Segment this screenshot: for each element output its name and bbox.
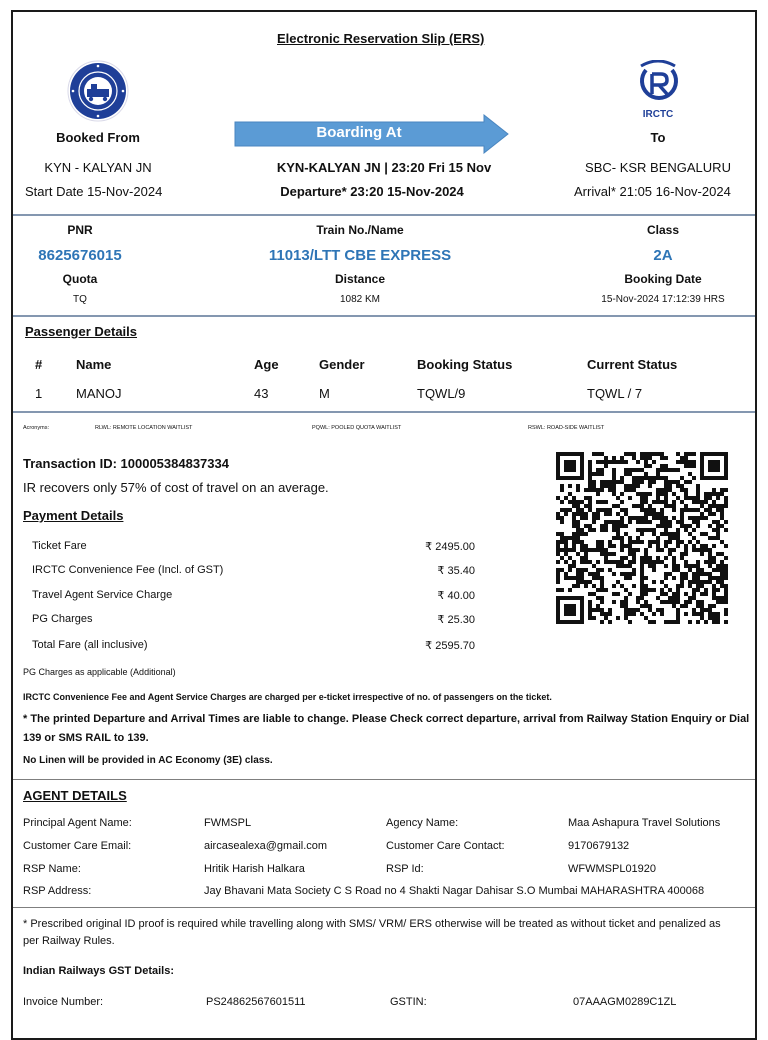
payment-section-title: Payment Details [23,508,124,523]
pnr-value: 8625676015 [38,247,122,264]
customer-care-contact-label: Customer Care Contact: [386,840,505,852]
col-header-age: Age [254,357,279,372]
boarding-line: KYN-KALYAN JN | 23:20 Fri 15 Nov [276,160,492,175]
from-station: KYN - KALYAN JN [44,160,152,175]
timing-note-line1: * The printed Departure and Arrival Times are liable to change. Please Check correct departure, arrival from Railway Station Enquiry or Dial [23,713,750,725]
passenger-age: 43 [254,386,269,401]
divider [13,411,755,413]
quota-value: TQ [73,294,87,305]
class-label: Class [646,223,680,237]
to-label: To [650,130,666,145]
invoice-number-label: Invoice Number: [23,996,104,1008]
customer-care-email-value: aircasealexa@gmail.com [204,840,328,852]
acronym-rswl: RSWL: ROAD-SIDE WAITLIST [528,425,605,431]
col-header-gender: Gender [319,357,365,372]
agent-section-title: AGENT DETAILS [23,788,127,803]
train-label: Train No./Name [316,223,404,237]
distance-label: Distance [334,272,386,286]
col-header-index: # [35,357,43,372]
convenience-fee-note: IRCTC Convenience Fee and Agent Service Charges are charged per e-ticket irrespective of no. of passengers on the ticket. [23,692,552,702]
divider [13,315,755,317]
departure-line: Departure* 23:20 15-Nov-2024 [280,184,464,199]
pg-charges-label: PG Charges [32,613,93,625]
transaction-id: Transaction ID: 100005384837334 [23,456,229,471]
customer-care-email-label: Customer Care Email: [23,840,132,852]
booked-from-label: Booked From [56,130,140,145]
id-proof-note-line1: * Prescribed original ID proof is required while travelling along with SMS/ VRM/ ERS otherwise will be treated as without ticket and penalized as [23,918,721,930]
booking-date-value: 15-Nov-2024 17:12:39 HRS [601,294,725,305]
customer-care-contact-value: 9170679132 [568,840,630,852]
divider [13,779,755,780]
passenger-name: MANOJ [76,386,122,401]
rsp-id-label: RSP Id: [386,863,424,875]
timing-note-line2: 139 or SMS RAIL to 139. [23,732,149,744]
convenience-fee-value: ₹ 35.40 [437,565,475,577]
distance-value: 1082 KM [339,294,381,305]
principal-agent-label: Principal Agent Name: [23,817,132,829]
agent-service-charge-label: Travel Agent Service Charge [32,589,173,601]
gstin-label: GSTIN: [390,996,427,1008]
recovery-note: IR recovers only 57% of cost of travel on an average. [23,480,329,495]
passenger-index: 1 [35,386,43,401]
irctc-logo [628,60,688,112]
rsp-name-value: Hritik Harish Halkara [204,863,305,875]
divider [13,907,755,908]
col-header-current-status: Current Status [587,357,678,372]
passenger-current-status: TQWL / 7 [587,386,643,401]
qr-code [556,452,728,628]
quota-label: Quota [62,272,98,286]
pg-note: PG Charges as applicable (Additional) [23,667,176,677]
acronym-pqwl: PQWL: POOLED QUOTA WAITLIST [312,425,402,431]
rsp-id-value: WFWMSPL01920 [568,863,657,875]
irctc-logo-text: IRCTC [642,109,674,120]
total-fare-value: ₹ 2595.70 [425,640,475,652]
passenger-booking-status: TQWL/9 [417,386,466,401]
agency-name-value: Maa Ashapura Travel Solutions [568,817,721,829]
ticket-fare-value: ₹ 2495.00 [425,541,475,553]
pg-charges-value: ₹ 25.30 [437,614,475,626]
agent-service-charge-value: ₹ 40.00 [437,590,475,602]
rsp-address-label: RSP Address: [23,885,92,897]
ticket-fare-label: Ticket Fare [32,540,87,552]
linen-note: No Linen will be provided in AC Economy (3E) class. [23,755,273,766]
principal-agent-value: FWMSPL [204,817,252,829]
start-date: Start Date 15-Nov-2024 [25,184,163,199]
total-fare-label: Total Fare (all inclusive) [32,639,148,651]
convenience-fee-label: IRCTC Convenience Fee (Incl. of GST) [32,564,224,576]
passenger-section-title: Passenger Details [25,324,138,339]
gst-section-title: Indian Railways GST Details: [23,965,174,977]
page-title: Electronic Reservation Slip (ERS) [277,31,485,46]
boarding-label: Boarding At [316,124,402,141]
acronyms-label: Acronyms: [23,425,49,431]
invoice-number-value: PS24862567601511 [206,996,306,1008]
agency-name-label: Agency Name: [386,817,459,829]
class-value: 2A [653,247,673,264]
id-proof-note-line2: per Railway Rules. [23,935,115,947]
gstin-value: 07AAAGM0289C1ZL [573,996,677,1008]
rsp-name-label: RSP Name: [23,863,81,875]
rsp-address-value: Jay Bhavani Mata Society C S Road no 4 Shakti Nagar Dahisar S.O Mumbai MAHARASHTRA 400068 [204,885,705,897]
pnr-label: PNR [67,223,93,237]
col-header-booking-status: Booking Status [417,357,513,372]
booking-date-label: Booking Date [624,272,702,286]
passenger-gender: M [319,386,330,401]
divider [13,214,755,216]
train-value: 11013/LTT CBE EXPRESS [268,247,452,264]
col-header-name: Name [76,357,112,372]
arrival-line: Arrival* 21:05 16-Nov-2024 [574,184,731,199]
indian-railways-logo [67,60,129,122]
acronym-rlwl: RLWL: REMOTE LOCATION WAITLIST [95,425,193,431]
to-station: SBC- KSR BENGALURU [585,160,731,175]
